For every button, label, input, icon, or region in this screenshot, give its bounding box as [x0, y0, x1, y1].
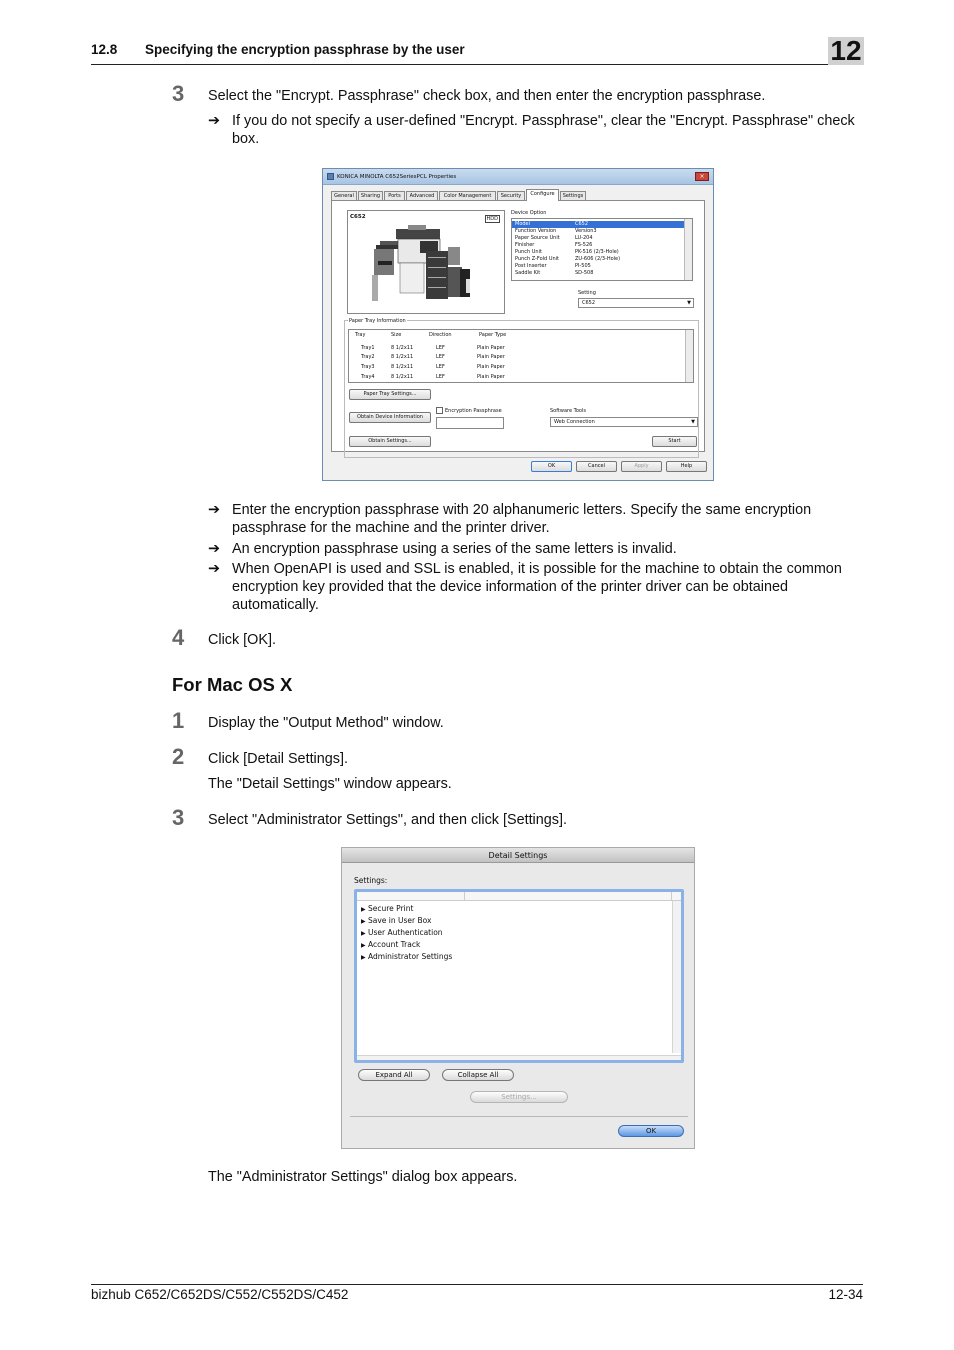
section-number: 12.8 [91, 42, 118, 57]
tab-security[interactable]: Security [497, 191, 525, 200]
list-item[interactable] [512, 221, 685, 228]
table-row[interactable] [349, 354, 685, 361]
tray-cell: Tray4 [361, 374, 375, 380]
list-item[interactable] [512, 242, 685, 249]
start-button[interactable]: Start [652, 436, 697, 447]
option-name: Punch Z-Fold Unit [515, 256, 560, 262]
table-row[interactable] [349, 374, 685, 381]
list-item[interactable] [512, 270, 685, 277]
paper-type-cell: Plain Paper [477, 374, 505, 380]
disclosure-triangle-icon[interactable]: ▶ [361, 954, 366, 961]
printer-properties-dialog [322, 168, 714, 481]
paper-tray-table[interactable] [348, 329, 694, 383]
size-cell: 8 1/2x11 [391, 345, 414, 351]
list-header [357, 892, 681, 901]
machine-image-box [347, 210, 505, 314]
bullet-item [208, 540, 863, 558]
bullet-text: When OpenAPI is used and SSL is enabled, it is possible for the machine to obtain the common encryption key provided that the device information of the printer driver can be obtained automatically. [232, 561, 842, 613]
tray-cell: Tray1 [361, 345, 375, 351]
step-text: Display the "Output Method" window. [208, 715, 444, 731]
option-value: FS-526 [575, 242, 593, 248]
bullet-text: If you do not specify a user-defined "Encrypt. Passphrase", clear the "Encrypt. Passphrase" check box. [232, 113, 855, 147]
list-item[interactable] [512, 263, 685, 270]
collapse-all-button[interactable]: Collapse All [442, 1069, 514, 1081]
bullet-text: Enter the encryption passphrase with 20 alphanumeric letters. Specify the same encryption passphrase for the machine and the printer driver. [232, 502, 812, 536]
step-number: 3 [172, 805, 185, 830]
list-item[interactable] [512, 256, 685, 263]
option-value: LU-204 [575, 235, 593, 241]
list-item[interactable] [512, 249, 685, 256]
obtain-device-information-button[interactable]: Obtain Device Information [349, 412, 431, 423]
tree-item-administrator-settings[interactable] [361, 952, 452, 963]
page-number: 12-34 [828, 1287, 863, 1302]
settings-label: Settings: [354, 876, 388, 885]
software-tools-value: Web Connection [554, 419, 595, 425]
bullet-item [208, 112, 863, 148]
bullet-text: An encryption passphrase using a series of the same letters is invalid. [232, 541, 677, 557]
tree-item-save-in-user-box[interactable] [361, 916, 431, 927]
configure-panel [331, 200, 705, 452]
direction-cell: LEF [436, 364, 445, 370]
size-cell: 8 1/2x11 [391, 354, 414, 360]
title-bar [323, 169, 713, 185]
tab-general[interactable]: General [331, 191, 357, 200]
ok-button[interactable]: OK [531, 461, 572, 472]
disclosure-triangle-icon[interactable]: ▶ [361, 906, 366, 913]
tree-item-label: Save in User Box [368, 916, 432, 925]
step-number: 4 [172, 625, 185, 650]
chevron-down-icon: ▼ [691, 419, 695, 425]
settings-button[interactable]: Settings... [470, 1091, 568, 1103]
scrollbar[interactable] [684, 219, 692, 280]
printer-icon [327, 173, 334, 180]
option-value: PK-516 (2/3-Hole) [575, 249, 619, 255]
expand-all-button[interactable]: Expand All [358, 1069, 430, 1081]
divider [350, 1116, 688, 1117]
list-item[interactable] [512, 228, 685, 235]
chevron-down-icon: ▼ [687, 300, 691, 306]
option-name: Model [515, 221, 531, 227]
tree-item-label: Administrator Settings [368, 952, 453, 961]
table-row[interactable] [349, 345, 685, 352]
arrow-icon: ➔ [208, 113, 221, 129]
step-text: Click [OK]. [208, 632, 276, 648]
col-size: Size [391, 332, 402, 338]
tree-item-secure-print[interactable] [361, 904, 413, 915]
tab-advanced[interactable]: Advanced [406, 191, 438, 200]
option-name: Function Version [515, 228, 557, 234]
step-number: 2 [172, 744, 185, 769]
option-value: C652 [575, 221, 589, 227]
encryption-passphrase-checkbox[interactable] [436, 407, 443, 414]
footer-models: bizhub C652/C652DS/C552/C552DS/C452 [91, 1287, 349, 1302]
step-text: Click [Detail Settings]. [208, 751, 348, 767]
arrow-icon: ➔ [208, 502, 221, 518]
dialog-title: KONICA MINOLTA C652SeriesPCL Properties [337, 174, 457, 180]
apply-button[interactable]: Apply [621, 461, 662, 472]
obtain-settings-button[interactable]: Obtain Settings... [349, 436, 431, 447]
step-number: 3 [172, 81, 185, 106]
window-title: Detail Settings [342, 848, 694, 863]
col-direction: Direction [429, 332, 452, 338]
option-name: Finisher [515, 242, 535, 248]
step-number: 1 [172, 708, 185, 733]
footer-rule [91, 1284, 863, 1285]
help-button[interactable]: Help [666, 461, 707, 472]
setting-value: C652 [582, 300, 596, 306]
tab-configure[interactable]: Configure [526, 189, 559, 201]
paper-type-cell: Plain Paper [477, 364, 505, 370]
paper-tray-label: Paper Tray Information [349, 318, 406, 324]
option-value: PI-505 [575, 263, 591, 269]
option-value: SD-508 [575, 270, 594, 276]
vertical-scrollbar[interactable] [672, 901, 681, 1053]
size-cell: 8 1/2x11 [391, 374, 414, 380]
encryption-passphrase-input[interactable] [436, 417, 504, 429]
size-cell: 8 1/2x11 [391, 364, 414, 370]
tray-cell: Tray2 [361, 354, 375, 360]
setting-label: Setting [578, 290, 596, 296]
tree-item-account-track[interactable] [361, 940, 420, 951]
device-option-label: Device Option [511, 210, 547, 216]
hdd-badge: HDD [486, 216, 498, 222]
option-name: Post Inserter [515, 263, 547, 269]
step-text: Select "Administrator Settings", and then click [Settings]. [208, 812, 567, 828]
option-value: ZU-606 (2/3-Hole) [575, 256, 621, 262]
bullet-item [208, 501, 863, 537]
cancel-button[interactable]: Cancel [576, 461, 617, 472]
tree-item-label: Secure Print [368, 904, 414, 913]
section-header [91, 42, 465, 57]
header-rule [91, 64, 863, 65]
section-heading: For Mac OS X [172, 674, 293, 695]
chapter-number: 12 [830, 35, 862, 66]
direction-cell: LEF [436, 345, 445, 351]
col-paper-type: Paper Type [479, 332, 507, 338]
model-label: C652 [350, 214, 366, 220]
disclosure-triangle-icon[interactable]: ▶ [361, 942, 366, 949]
paper-tray-settings-button[interactable]: Paper Tray Settings... [349, 389, 431, 400]
tab-color-management[interactable]: Color Management [439, 191, 496, 200]
col-tray: Tray [355, 332, 366, 338]
tab-ports[interactable]: Ports [384, 191, 405, 200]
disclosure-triangle-icon[interactable]: ▶ [361, 930, 366, 937]
tray-cell: Tray3 [361, 364, 375, 370]
bullet-item [208, 560, 863, 614]
table-header [349, 332, 685, 339]
tree-item-label: User Authentication [368, 928, 443, 937]
detail-settings-window [341, 847, 695, 1149]
section-title: Specifying the encryption passphrase by the user [145, 42, 465, 57]
table-row[interactable] [349, 364, 685, 371]
disclosure-triangle-icon[interactable]: ▶ [361, 918, 366, 925]
direction-cell: LEF [436, 374, 445, 380]
tree-item-label: Account Track [368, 940, 421, 949]
option-value: Version3 [575, 228, 597, 234]
copier-illustration [348, 211, 506, 315]
setting-dropdown[interactable] [578, 298, 694, 308]
paper-type-cell: Plain Paper [477, 345, 505, 351]
step-text: Select the "Encrypt. Passphrase" check box, and then enter the encryption passphrase. [208, 88, 766, 104]
close-icon[interactable]: × [695, 172, 709, 181]
encryption-passphrase-label: Encryption Passphrase [445, 408, 502, 414]
arrow-icon: ➔ [208, 541, 221, 557]
direction-cell: LEF [436, 354, 445, 360]
arrow-icon: ➔ [208, 561, 221, 577]
device-option-list[interactable] [511, 218, 693, 281]
scrollbar[interactable] [685, 330, 693, 382]
step-result-text: The "Detail Settings" window appears. [208, 776, 452, 792]
settings-tree[interactable] [354, 889, 684, 1063]
software-tools-dropdown[interactable] [550, 417, 698, 427]
tree-item-user-authentication[interactable] [361, 928, 443, 939]
option-name: Paper Source Unit [515, 235, 560, 241]
option-name: Saddle Kit [515, 270, 541, 276]
tab-settings[interactable]: Settings [560, 191, 586, 200]
software-tools-label: Software Tools [550, 408, 586, 414]
list-item[interactable] [512, 235, 685, 242]
step-result-text: The "Administrator Settings" dialog box appears. [208, 1169, 518, 1185]
paper-type-cell: Plain Paper [477, 354, 505, 360]
tab-sharing[interactable]: Sharing [358, 191, 383, 200]
ok-button[interactable]: OK [618, 1125, 684, 1137]
option-name: Punch Unit [515, 249, 542, 255]
horizontal-scrollbar[interactable] [357, 1055, 681, 1060]
